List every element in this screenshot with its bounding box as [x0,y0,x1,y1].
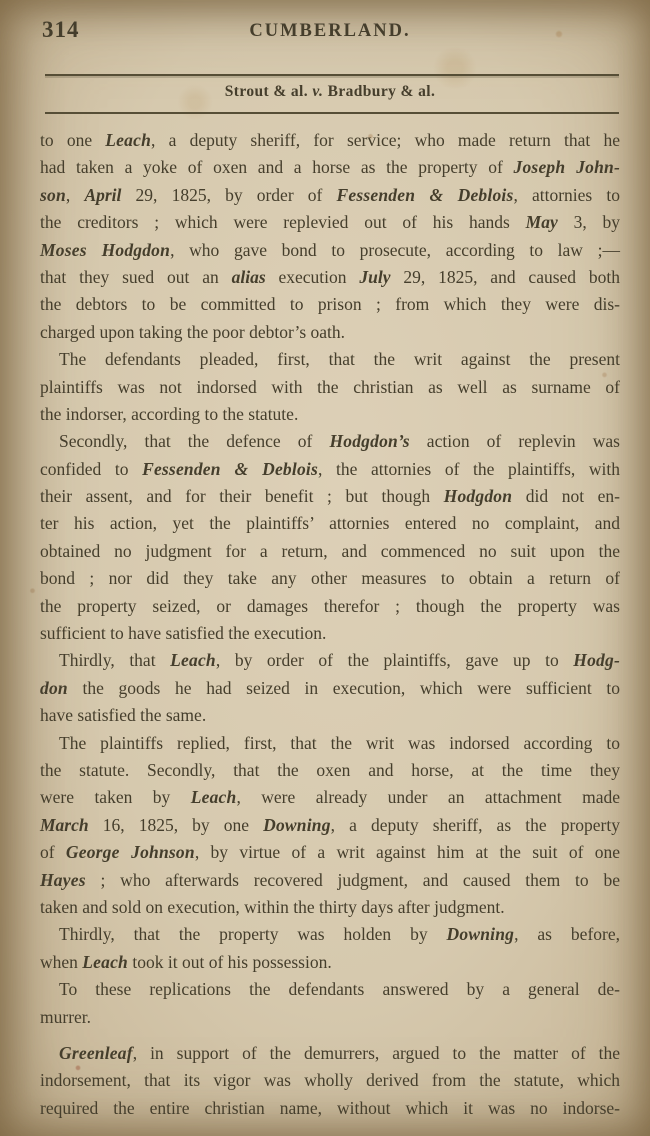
paragraph [40,647,620,729]
italic-text: son [40,184,66,205]
text-segment: Secondly, that the defence of [59,431,330,452]
text-line [40,1040,620,1067]
text-segment: plaintiffs was not indorsed with the christian as well as surname of [40,376,620,397]
italic-text: Leach [82,951,128,972]
paragraph [40,976,620,1031]
text-segment: 29, 1825, by order of [121,184,337,205]
text-segment: of [40,842,66,863]
text-segment: have satisfied the same. [40,705,207,726]
divider-rule-top [45,74,619,76]
text-segment: to one [40,130,106,150]
text-line [40,510,620,537]
text-line [40,127,620,154]
text-segment: charged upon taking the poor debtor’s oath. [40,321,346,342]
text-segment: indorsement, that its vigor was wholly derived from the statute, which [40,1070,620,1091]
text-line [40,921,620,948]
text-line [40,867,620,894]
text-line [40,319,620,346]
text-segment: , as before, [514,924,620,945]
text-line [40,456,620,483]
text-line [40,264,620,291]
italic-text: Leach [105,130,152,150]
text-segment: when [40,951,83,972]
paragraph [40,730,620,922]
text-line [40,675,620,702]
text-segment: Strout & al. [224,83,313,100]
italic-text: Greenleaf [59,1042,133,1063]
italic-text: Downing [446,924,515,945]
text-line [40,346,620,373]
text-segment: 16, 1825, by one [88,814,264,835]
italic-text: Joseph John- [513,157,620,178]
italic-text: alias [231,266,266,287]
italic-text: George Johnson [65,842,195,863]
paragraph [40,1040,620,1122]
text-line [40,620,620,647]
text-segment: sufficient to have satisfied the execution. [40,623,327,644]
text-line [40,593,620,620]
text-segment: required the entire christian name, without which it was no indorse- [40,1097,620,1118]
italic-text: Moses Hodgdon [40,239,171,260]
text-segment: 3, by [557,212,621,233]
text-line [40,401,620,428]
text-segment: taken and sold on execution, within the thirty days after judgment. [40,896,505,917]
italic-text: Leach [190,787,237,808]
text-line [40,894,620,921]
text-line [40,730,620,757]
text-segment: , who gave bond to prosecute, according to law ;— [170,239,620,260]
text-segment: bond ; nor did they take any other measures to obtain a return of [40,568,620,589]
text-line [40,483,620,510]
text-segment: ; who afterwards recovered judgment, and caused them to be [85,869,620,890]
text-segment: did not en- [512,486,620,507]
text-segment: , by order of the plaintiffs, gave up to [215,650,574,671]
italic-text: July [359,266,391,287]
italic-text: Downing [263,814,331,835]
text-segment: , by virtue of a writ against him at the suit of one [194,842,621,863]
text-segment: murrer. [40,1006,92,1027]
text-line [40,154,620,181]
text-segment: the goods he had seized in execution, which were sufficient to [67,677,620,698]
text-line [40,647,620,674]
italic-text: don [40,677,68,698]
text-line [40,1095,620,1122]
italic-text: May [525,212,558,233]
case-title [40,83,620,101]
page-body [40,127,620,1122]
text-line [40,702,620,729]
divider-rule-bottom [45,112,619,114]
text-line [40,237,620,264]
italic-text: Hodgdon [443,486,513,507]
text-segment: , were already under an attachment made [236,787,620,808]
text-segment: confided to [40,458,143,479]
page-number: 314 [42,17,80,42]
text-segment: the indorser, according to the statute. [40,403,299,424]
text-line [40,757,620,784]
text-segment: , the attornies of the plaintiffs, with [317,458,621,479]
text-segment: , a deputy sheriff, for service; who made return that he [151,130,620,150]
text-segment: Thirdly, that the property was holden by [59,924,447,945]
text-segment: Thirdly, that [59,650,171,671]
text-segment: obtained no judgment for a return, and commenced no suit upon the [40,540,620,561]
italic-text: Hodg- [573,650,620,671]
text-line [40,784,620,811]
text-line [40,812,620,839]
italic-text: Fessenden & Deblois [142,458,318,479]
text-line [40,1004,620,1031]
text-segment: The defendants pleaded, first, that the writ against the present [59,349,620,370]
text-line [40,839,620,866]
text-segment: the statute. Secondly, that the oxen and horse, at the time they [40,759,620,780]
italic-text: Fessenden & Deblois [336,184,514,205]
paragraph [40,127,620,346]
italic-text: Hodgdon’s [329,431,410,452]
text-line [40,182,620,209]
text-segment: the debtors to be committed to prison ; from which they were dis- [40,294,620,315]
text-segment: The plaintiffs replied, first, that the writ was indorsed according to [59,732,620,753]
paragraph [40,921,620,976]
italic-text: Leach [170,650,216,671]
text-segment: ter his action, yet the plaintiffs’ attornies entered no complaint, and [40,513,620,534]
text-segment: had taken a yoke of oxen and a horse as the property of [40,157,514,178]
text-segment: Bradbury & al. [323,83,436,100]
text-segment: 29, 1825, and caused both [390,266,620,287]
text-segment: took it out of his possession. [128,951,332,972]
text-segment: their assent, and for their benefit ; but though [40,486,444,507]
paragraph [40,428,620,647]
running-head: CUMBERLAND. [249,21,411,41]
text-segment: the property seized, or damages therefor ; though the property was [40,595,620,616]
text-segment: To these replications the defendants answered by a general de- [59,979,620,1000]
italic-text: April [84,184,122,205]
text-segment: were taken by [40,787,191,808]
text-line [40,949,620,976]
text-line [40,538,620,565]
text-line [40,209,620,236]
italic-text: Hayes [40,869,86,890]
italic-text: v. [312,83,324,100]
paragraph [40,346,620,428]
text-line [40,428,620,455]
text-segment: the creditors ; which were replevied out of his hands [40,212,526,233]
text-line [40,291,620,318]
text-segment: execution [265,266,360,287]
text-line [40,976,620,1003]
text-line [40,1067,620,1094]
text-segment: , [65,184,85,205]
text-segment: , in support of the demurrers, argued to the matter of the [132,1042,620,1063]
text-segment: , a deputy sheriff, as the property [330,814,620,835]
text-line [40,374,620,401]
text-segment: that they sued out an [40,266,232,287]
text-segment: , attornies to [513,184,620,205]
text-segment: action of replevin was [409,431,620,452]
text-line [40,565,620,592]
italic-text: March [40,814,89,835]
